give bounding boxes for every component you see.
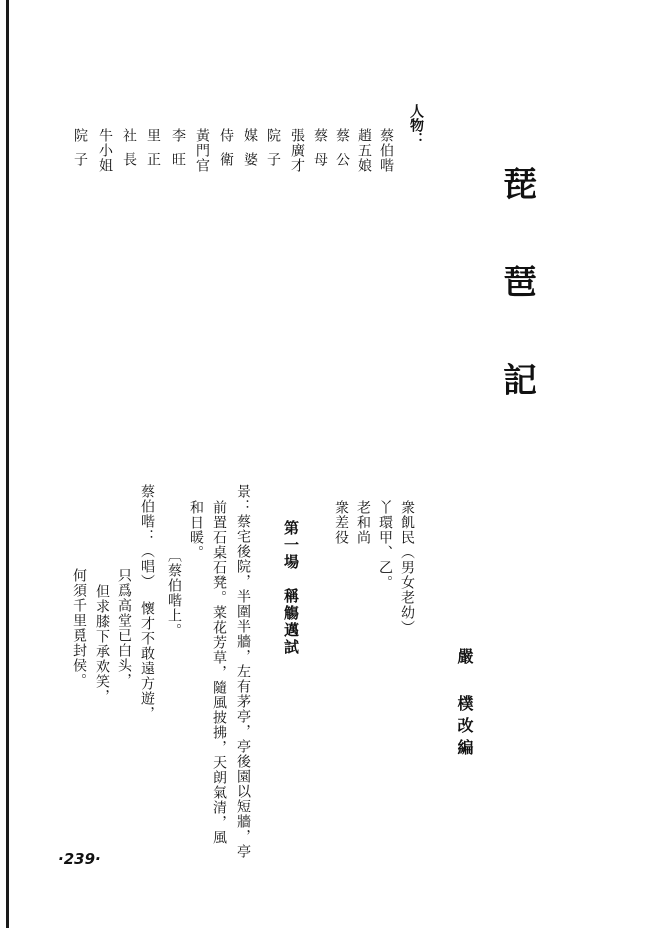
scene-setting-line: 景：蔡宅後院，半圍半牆，左有茅亭，亭後園以短牆，亭 bbox=[235, 484, 251, 859]
song-line: 但求膝下承欢笑， bbox=[94, 584, 110, 704]
cast-label: 人物： bbox=[408, 104, 424, 146]
cast-extra: 老和尚 bbox=[355, 500, 371, 545]
stage-direction: 〔蔡伯喈上。 bbox=[166, 548, 182, 638]
cast-role: 黃門官 bbox=[194, 128, 210, 173]
song-line: 懷才不敢遠方遊， bbox=[139, 601, 155, 721]
cast-role: 趙五娘 bbox=[356, 128, 372, 173]
author-credit: 嚴 樸改編 bbox=[455, 648, 474, 761]
cast-role: 李旺 bbox=[170, 128, 186, 176]
title-char-2: 琶 bbox=[503, 263, 537, 303]
scene-setting-line: 前置石桌石凳。菜花芳草，隨風披拂，天朗氣清，風 bbox=[211, 500, 227, 845]
cast-role: 侍衛 bbox=[218, 128, 234, 176]
cast-role: 院子 bbox=[72, 128, 88, 176]
scene-setting-line: 和日暖。 bbox=[188, 500, 204, 560]
song-line: 何須千里覓封侯。 bbox=[71, 568, 87, 688]
song-line: 只爲高堂已白头， bbox=[116, 568, 132, 688]
cast-extra: 衆差役 bbox=[333, 500, 349, 545]
cast-extra: 衆飢民（男女老幼） bbox=[399, 500, 415, 635]
scene-heading: 第一場 稱觴邁試 bbox=[282, 520, 300, 656]
speaker-label: 蔡伯喈：（唱） bbox=[139, 484, 155, 589]
title-char-1: 琵 bbox=[503, 165, 537, 205]
cast-role: 院子 bbox=[265, 128, 281, 176]
cast-role: 蔡母 bbox=[312, 128, 328, 176]
page-number: ·239· bbox=[58, 850, 101, 868]
page-edge-line bbox=[6, 0, 9, 928]
cast-extra: 丫環甲、乙。 bbox=[377, 500, 393, 590]
cast-role: 社長 bbox=[121, 128, 137, 176]
cast-role: 媒婆 bbox=[242, 128, 258, 176]
cast-role: 蔡伯喈 bbox=[378, 128, 394, 173]
cast-role: 牛小姐 bbox=[97, 128, 113, 173]
cast-role: 里正 bbox=[145, 128, 161, 176]
title-char-3: 記 bbox=[503, 361, 537, 401]
cast-role: 張廣才 bbox=[289, 128, 305, 173]
cast-role: 蔡公 bbox=[334, 128, 350, 176]
